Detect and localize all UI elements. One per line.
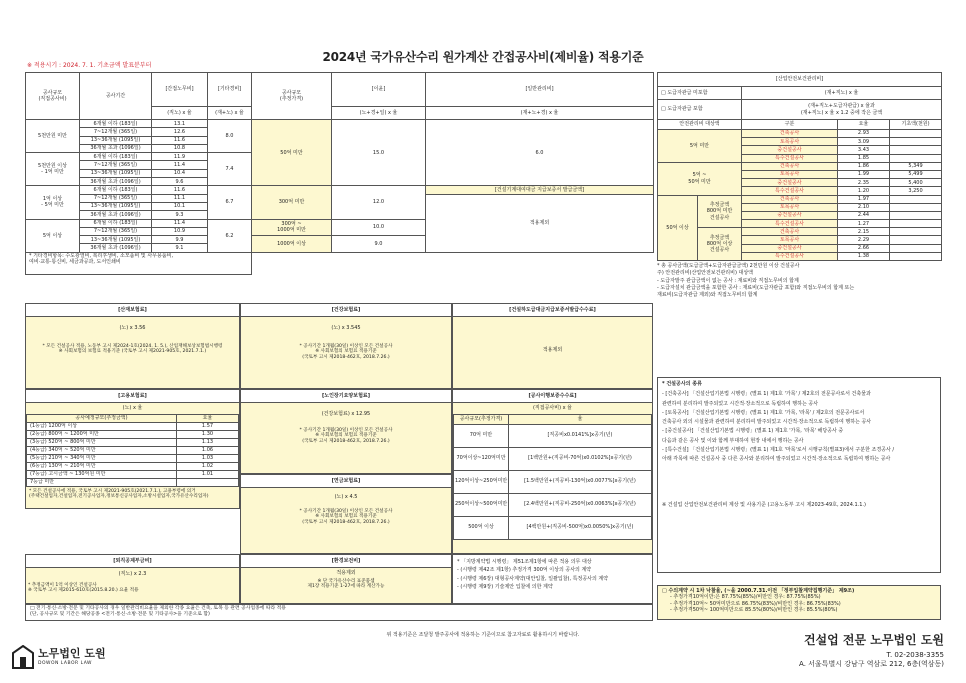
- pension-note: * 공사기간 1개월(30일) 이상인 모든 건설공사 ※ 사회보험의 보험료 적용기준 (국토부 고시 제2018-462호, 2018.7.26.): [299, 508, 393, 526]
- safety-base-cell: 3,250: [890, 187, 942, 195]
- kinds-line: - [토목공사] 「건설산업기본법 시행령」(별표 1) 제1호 '가목, '라목' / 제2호의 전문공사로서: [662, 409, 865, 416]
- emp-grade-cell: (3등급) 520억 ~ 800억 미만: [27, 438, 177, 446]
- cost-rule-line: - (시행령 제6장) 대형공사계약(대안입찰, 일괄입찰), 특정공사의 계약: [457, 575, 609, 582]
- safety-h-type: 안전관리비 대상액: [658, 120, 742, 130]
- company-info: [799, 633, 944, 669]
- safety-panel: [657, 72, 941, 299]
- safety-row2-label: □ 도급자관급 포함: [658, 100, 742, 120]
- labor-rate-cell: 9.6: [152, 178, 208, 186]
- period-cell: 36개월 초과 (1096일): [80, 144, 152, 152]
- ltc-insurance-formula: (건강보험료) x 12.95: [321, 411, 371, 418]
- cost-rule-line: - (시행령 제9장) 기술제안 입찰에 의한 계약: [457, 583, 553, 590]
- safety-kind-cell: 특수건설공사: [742, 154, 838, 162]
- negotiated-line: - 추정가격10억~ 50억미만으로 86.75%(83%)/비만인 경우: 86.75%(83%): [670, 600, 841, 607]
- formula-labor: (직노) x 율: [152, 107, 208, 120]
- bond-h2: 율: [509, 414, 652, 424]
- safety-base-cell: [890, 236, 942, 244]
- emp-grade-cell: (4등급) 340억 ~ 520억 미만: [27, 446, 177, 454]
- labor-rate-cell: 11.1: [152, 194, 208, 202]
- retirement-box: [25, 554, 240, 604]
- safety-sub2: 추정금액 800억 이상 건설공사: [698, 228, 742, 261]
- cost-rule-line: * 「지방계약법 시행령」 제51조제1항에 따른 적용 의무 대상: [457, 559, 592, 565]
- applicable-date-note: ※ 적용시기 : 2024. 7. 1. 기초금액 발표분부터: [27, 62, 152, 69]
- industrial-insurance-title: [산재보험료]: [26, 304, 239, 317]
- safety-rate-cell: 1.85: [838, 154, 890, 162]
- labor-rate-cell: 11.9: [152, 153, 208, 161]
- safety-rate-cell: 1.27: [838, 220, 890, 228]
- construction-kinds-box: [657, 377, 941, 573]
- labor-rate-cell: 9.9: [152, 236, 208, 244]
- company-name: 건설업 전문 노무법인 도원: [803, 633, 944, 647]
- emp-h2: 요율: [177, 414, 239, 422]
- period-cell: 7~12개월 (365일): [80, 227, 152, 235]
- page-title: 2024년 국가유산수리 원가계산 간접공사비(제비율) 적용기준: [322, 50, 644, 64]
- health-insurance-note: * 공사기간 1개월(30일) 이상인 모든 건설공사 ※ 사회보험의 보험료 적용기준 (국토부 고시 제2018-462호, 2018.7.26.): [299, 343, 393, 361]
- logo-subtext: DOWON LABOR LAW: [38, 661, 92, 667]
- profit-scale-cell: 300억 미만: [252, 186, 332, 219]
- period-cell: 6개월 이하 (183일): [80, 219, 152, 227]
- profit-scale-cell: 50억 미만: [252, 120, 332, 186]
- environment-value: 적용제외: [336, 570, 356, 577]
- labor-rate-cell: 12.6: [152, 128, 208, 136]
- safety-base-cell: [890, 228, 942, 236]
- retirement-formula: (직노) x 2.3: [118, 571, 147, 578]
- labor-rate-cell: 11.4: [152, 219, 208, 227]
- kinds-line: 아래 각목에 따른 건설공사 중 다른 공사와 분리하여 발주되었고 시간적·장소적으로 독립하여 행하는 공사: [662, 456, 891, 462]
- profit-scale-cell: 300억 ~ 1000억 미만: [252, 219, 332, 236]
- scale-cell: 5천만원 이상 - 1억 미만: [26, 153, 80, 186]
- safety-notes: * 총 공사금액(도급금액+도급자관급금액) 2천만원 이상 건설공사 주) 안전관리비(산업안전보건관리비) 대상액 - 도급자발주 관급금액이 없는 공사 : 재료비와 직접노무비의 합계 - 도급자설치 관급금액을 포함한 공사 : 재료비(도급자관급 포함)와 직접노무비의 합계 또는 재료비(도급자관급 제외)와 직접노무비의 합계: [657, 263, 855, 298]
- safety-rate-cell: 1.38: [838, 252, 890, 260]
- labor-rate-cell: 11.6: [152, 186, 208, 194]
- company-logo: [12, 645, 106, 669]
- negotiated-contract-box: [657, 585, 941, 620]
- period-cell: 13~36개월 (1095일): [80, 136, 152, 144]
- safety-title: [산업안전보건관리비]: [658, 73, 942, 87]
- labor-rate-cell: 9.1: [152, 244, 208, 252]
- safety-kind-cell: 중건설공사: [742, 146, 838, 154]
- cost-rule-box: [452, 554, 653, 604]
- ltc-insurance-note: * 공사기간 1개월(30일) 이상인 모든 건설공사 ※ 사회보험의 보험료 적용기준 (국토부 고시 제2018-462호, 2018.7.26.): [299, 427, 393, 445]
- header-period: 공사기간: [80, 73, 152, 120]
- bond-value-cell: 적용제외: [426, 194, 654, 252]
- bond-h1: 공사규모(추정가격): [454, 414, 509, 424]
- labor-rate-cell: 11.4: [152, 161, 208, 169]
- profit-rate-cell: 9.0: [332, 236, 426, 253]
- bond-title-cell: [건설기계대여대금 지급보증서 발급금액]: [426, 186, 654, 194]
- safety-rate-cell: 1.99: [838, 170, 890, 178]
- employment-insurance-formula: (노) x 율: [122, 405, 143, 412]
- safety-sub1: 추정금액 800억 미만 건설공사: [698, 195, 742, 228]
- header-etc: [기타경비]: [208, 73, 252, 107]
- period-cell: 36개월 초과 (1096일): [80, 244, 152, 252]
- safety-rate-cell: 1.97: [838, 195, 890, 203]
- safety-kind-cell: 건축공사: [742, 162, 838, 170]
- formula-mgmt: (재+노+경) x 율: [426, 107, 654, 120]
- period-cell: 7~12개월 (365일): [80, 128, 152, 136]
- company-address: A. 서울특별시 강남구 역삼로 212, 6층(역삼동): [799, 659, 944, 668]
- header-mgmt: [일반관리비]: [426, 73, 654, 107]
- scale-cell: 5천만원 미만: [26, 120, 80, 153]
- labor-rate-cell: 9.3: [152, 211, 208, 219]
- performance-bond-box: [452, 389, 653, 554]
- safety-rate-cell: 2.93: [838, 130, 890, 138]
- bond-rate-cell: [1.5백만원+(직공비-130억)x0.0077%]x공기(년): [509, 470, 652, 493]
- safety-kind-cell: 특수건설공사: [742, 187, 838, 195]
- period-cell: 7~12개월 (365일): [80, 194, 152, 202]
- safety-rate-cell: 2.29: [838, 236, 890, 244]
- emp-grade-cell: (1등급) 1200억 이상: [27, 422, 177, 430]
- formula-etc: (재+노) x 율: [208, 107, 252, 120]
- bond-rate-cell: [1백만원+(직공비-70억)x0.0102%]x공기(년): [509, 447, 652, 470]
- kinds-title: * 건설공사의 종류: [662, 381, 702, 387]
- emp-rate-cell: 1.57: [177, 422, 239, 430]
- emp-rate-cell: 1.06: [177, 446, 239, 454]
- profit-rate-cell: 10.0: [332, 219, 426, 236]
- emp-grade-cell: (6등급) 130억 ~ 210억 미만: [27, 462, 177, 470]
- period-cell: 13~36개월 (1095일): [80, 236, 152, 244]
- safety-mid: 5억 ~ 50억 미만: [658, 162, 742, 195]
- environment-title: [환경보전비]: [241, 555, 451, 568]
- bond-scale-cell: 70억이상~120억미만: [454, 447, 509, 470]
- emp-rate-cell: 1.30: [177, 430, 239, 438]
- safety-base-cell: 5,400: [890, 179, 942, 187]
- safety-kind-cell: 중건설공사: [742, 179, 838, 187]
- kinds-foot: ※ 건설업 산업안전보건관리비 계상 및 사용기준 (고용노동부 고시 제2023-49호, 2024.1.1.): [662, 502, 866, 509]
- performance-bond-title: [공사이행보증수수료]: [453, 390, 652, 403]
- bond-scale-cell: 500억 이상: [454, 516, 509, 539]
- formula-profit: (노+경+일) x 율: [332, 107, 426, 120]
- emp-h1: 공사예정규모(추정금액): [27, 414, 177, 422]
- period-cell: 13~36개월 (1095일): [80, 202, 152, 210]
- safety-rate-cell: 1.20: [838, 187, 890, 195]
- safety-grid: [657, 72, 942, 261]
- mgmt-rate-cell: 6.0: [426, 120, 654, 186]
- pension-title: [연금보험료]: [241, 475, 451, 488]
- footer-note: 위 적용기준은 조달청 발주공사에 적용하는 기준이므로 참고자료로 활용하시기 바랍니다.: [386, 632, 580, 638]
- etc-rate-cell: 6.7: [208, 186, 252, 219]
- pension-box: [240, 474, 452, 554]
- employment-insurance-title: [고용보험료]: [26, 390, 239, 403]
- labor-rate-cell: 11.6: [152, 136, 208, 144]
- bond-rate-cell: [4백만원+(직공비-500억)x0.0050%]x공기(년): [509, 516, 652, 539]
- employment-insurance-box: [25, 389, 240, 509]
- ltc-insurance-title: [노인장기요양보험료]: [241, 390, 451, 403]
- profit-scale-cell: 1000억 이상: [252, 236, 332, 253]
- scale-cell: 5억 이상: [26, 219, 80, 252]
- logo-text: 노무법인 도원: [38, 647, 106, 661]
- safety-base-cell: [890, 220, 942, 228]
- company-phone: T. 02-2038-3355: [886, 651, 944, 659]
- safety-rate-cell: 2.44: [838, 211, 890, 219]
- safety-base-cell: [890, 138, 942, 146]
- safety-kind-cell: 건축공사: [742, 195, 838, 203]
- header-profit: [이윤]: [332, 73, 426, 107]
- employment-grid: [26, 414, 239, 487]
- industrial-insurance-formula: (노) x 3.56: [119, 325, 146, 332]
- profit-rate-cell: 15.0: [332, 120, 426, 186]
- etc-rate-cell: 6.2: [208, 219, 252, 252]
- safety-base-cell: 5,349: [890, 162, 942, 170]
- safety-rate-cell: 2.35: [838, 179, 890, 187]
- emp-rate-cell: 1.01: [177, 470, 239, 478]
- retirement-note: * 추정금액이 1억 이상인 건설공사 ※ 국토부 고시 제2015-610호(2015.8.20.) 요율 적용: [28, 582, 139, 594]
- profit-rate-cell: 12.0: [332, 186, 426, 219]
- safety-under5: 5억 미만: [658, 130, 742, 163]
- industrial-insurance-box: [25, 303, 240, 389]
- safety-h-kind: 구분: [742, 120, 838, 130]
- safety-kind-cell: 특수건설공사: [742, 220, 838, 228]
- header-scale: 공사규모 (직접공사비): [26, 73, 80, 120]
- period-cell: 6개월 이하 (183일): [80, 186, 152, 194]
- safety-kind-cell: 토목공사: [742, 138, 838, 146]
- negotiated-line: - 추정가격10억이만:은 87.75%(85%)/비만인 경우: 87.75%(85%): [670, 594, 821, 601]
- safety-row1-value: (재+직노) x 율: [742, 87, 942, 100]
- emp-grade-cell: 7등급 미만: [27, 478, 177, 486]
- emp-rate-cell: 1.13: [177, 438, 239, 446]
- kinds-line: 관련하여 분리하여 발주되었고 시간적·장소적으로 독립하여 행하는 공사: [662, 400, 819, 407]
- safety-kind-cell: 토목공사: [742, 236, 838, 244]
- bond-scale-cell: 250억이상~500억미만: [454, 493, 509, 516]
- safety-base-cell: [890, 244, 942, 252]
- safety-kind-cell: 건축공사: [742, 228, 838, 236]
- safety-base-cell: [890, 203, 942, 211]
- safety-base-cell: [890, 146, 942, 154]
- period-cell: 7~12개월 (365일): [80, 161, 152, 169]
- bond-scale-cell: 120억이상~250억미만: [454, 470, 509, 493]
- health-insurance-title: [건강보험료]: [241, 304, 451, 317]
- safety-rate-cell: 2.66: [838, 244, 890, 252]
- emp-rate-cell: [177, 478, 239, 486]
- header-labor: [간접노무비]: [152, 73, 208, 107]
- safety-kind-cell: 토목공사: [742, 203, 838, 211]
- safety-base-cell: [890, 154, 942, 162]
- safety-row1-label: □ 도급자관급 미포함: [658, 87, 742, 100]
- kinds-line: - [건축공사] 「건설산업기본법 시행령」(별표 1) 제1호 '가목' / 제2호의 전문공사로서 건축물과: [662, 391, 871, 398]
- emp-grade-cell: (5등급) 210억 ~ 340억 미만: [27, 454, 177, 462]
- ltc-insurance-box: [240, 389, 452, 474]
- etc-rate-cell: 7.4: [208, 153, 252, 186]
- employment-insurance-note: * 모든 건설공사에 적용, 국토부 고시 제2021-905호(2021.7.1.), 고용부령에 의거 (주택건설업자,건설업자,전기공사업자,정보통신공사업자,소방시설업자,국가유산수리업자): [29, 488, 209, 500]
- labor-rate-cell: 10.9: [152, 227, 208, 235]
- bottom-note: □ 전기·통신·소방·전문 및 기타공사의 경우 일반관리비요율을 제외한 각종 요율은 건축, 토목 등 관련 공사업종에 따라 적용 (단, 공사규모 및 기간은 해당공종 <전기·통신·소방·전문 및 기타공사>을 기준으로 함): [25, 604, 653, 621]
- emp-grade-cell: (7등급) 고시금액 ~ 130억원 미만: [27, 470, 177, 478]
- cost-rule-line: - (시행령 제42조 제1항) 추정가격 300억 이상의 공사의 계약: [457, 567, 592, 574]
- health-insurance-box: [240, 303, 452, 389]
- negotiated-title: □ 수의계약 시 1차 낙찰율, (~을 2000.7.31.이전 「정부입찰계약집행기준」 제9조): [662, 588, 855, 594]
- environment-box: [240, 554, 452, 604]
- scale-cell: 1억 이상 - 5억 미만: [26, 186, 80, 219]
- safety-rate-cell: 1.86: [838, 162, 890, 170]
- safety-kind-cell: 중건설공사: [742, 211, 838, 219]
- period-cell: 36개월 초과 (1096일): [80, 211, 152, 219]
- performance-bond-grid: [453, 414, 652, 540]
- environment-note: ※ 단 국가유산수리 표준품셈 제1장 적용기준 1-27에 따라 계산가능: [307, 578, 385, 590]
- etc-rate-cell: 8.0: [208, 120, 252, 153]
- safety-base-cell: [890, 252, 942, 260]
- bond-rate-cell: [2.4백만원+(직공비-250억)x0.0063%]x공기(년): [509, 493, 652, 516]
- period-cell: 36개월 초과 (1096일): [80, 178, 152, 186]
- period-cell: 13~36개월 (1095일): [80, 169, 152, 177]
- main-rate-table: [25, 72, 653, 275]
- kinds-line: 건축공사 외의 시설물과 관련하여 분리하여 발주되었고 시간적·장소적으로 독립하여 행하는 공사: [662, 419, 872, 425]
- safety-rate-cell: 3.43: [838, 146, 890, 154]
- industrial-insurance-note: * 모든 건설공사 적용, 노동부 고시 제2024-1호(2024. 1. 5.), 산업재해보상보험법시행령 ※ 사회보험의 보험료 적용기준 (국토부 고시 제2021-905호, 2021.7.1.): [42, 343, 223, 355]
- house-logo-icon: [12, 645, 34, 669]
- emp-rate-cell: 1.03: [177, 454, 239, 462]
- safety-kind-cell: 중건설공사: [742, 244, 838, 252]
- safety-over50: 50억 이상: [658, 195, 698, 261]
- safety-base-cell: [890, 195, 942, 203]
- kinds-line: - [특수건설] 「건설산업기본법 시행령」(별표 1) 제1호 '마목'로서 시행규칙(별표3)에서 구분한 조경공사 /: [662, 446, 895, 453]
- emp-grade-cell: (2등급) 800억 ~ 1200억 미만: [27, 430, 177, 438]
- safety-kind-cell: 토목공사: [742, 170, 838, 178]
- subcontract-guarantee-title: [건설하도급대금지급보증서발급수수료]: [453, 304, 652, 317]
- safety-kind-cell: 건축공사: [742, 130, 838, 138]
- emp-rate-cell: 1.02: [177, 462, 239, 470]
- subcontract-guarantee-box: [452, 303, 653, 389]
- period-cell: 6개월 이하 (183일): [80, 153, 152, 161]
- safety-rate-cell: 3.09: [838, 138, 890, 146]
- safety-base-cell: [890, 130, 942, 138]
- safety-h-base: 기초액(천원): [890, 120, 942, 130]
- kinds-line: 다음과 같은 공사 및 이와 함께 부대하여 현장 내에서 행하는 공사: [662, 437, 804, 444]
- performance-bond-formula: (직접공사비) x 율: [532, 405, 573, 412]
- bond-scale-cell: 70억 미만: [454, 424, 509, 447]
- labor-rate-cell: 10.1: [152, 202, 208, 210]
- main-footnote: * 기타경비항목: 수도광열비, 복리후생비, 소모품비 및 사무용품비, 여비·교통·통신비, 세금과공과, 도서인쇄비: [26, 252, 252, 274]
- kinds-line: - [중건설공사] 「건설산업기본법 시행령」(별표 1) 제1호 '가목, '라목' 해당공사 중: [662, 428, 844, 435]
- safety-base-cell: 5,499: [890, 170, 942, 178]
- labor-rate-cell: 10.8: [152, 144, 208, 152]
- safety-row2-value: (재+직노+도급자관급) x 율과 (재+직노) x 율 x 1.2 중에 작은 금액: [742, 100, 942, 120]
- health-insurance-formula: (노) x 3.545: [331, 325, 361, 332]
- safety-base-cell: [890, 211, 942, 219]
- bond-rate-cell: [직공비x0.0141%]x공기(년): [509, 424, 652, 447]
- safety-h-rate: 요율: [838, 120, 890, 130]
- subcontract-guarantee-value: 적용제외: [542, 347, 563, 354]
- safety-rate-cell: 2.15: [838, 228, 890, 236]
- safety-rate-cell: 2.10: [838, 203, 890, 211]
- pension-formula: (노) x 4.5: [334, 494, 358, 501]
- rate-grid: [25, 72, 654, 275]
- retirement-title: [퇴직공제부금비]: [26, 555, 239, 568]
- labor-rate-cell: 13.1: [152, 120, 208, 128]
- period-cell: 6개월 이하 (183일): [80, 120, 152, 128]
- safety-kind-cell: 특수건설공사: [742, 252, 838, 260]
- header-scale2: 공사규모 (추정가격): [252, 73, 332, 120]
- negotiated-line: - 추정가격50억~ 100억미만으로 85.5%(80%)/비만인 경우: 85.5%(80%): [670, 606, 838, 613]
- labor-rate-cell: 10.4: [152, 169, 208, 177]
